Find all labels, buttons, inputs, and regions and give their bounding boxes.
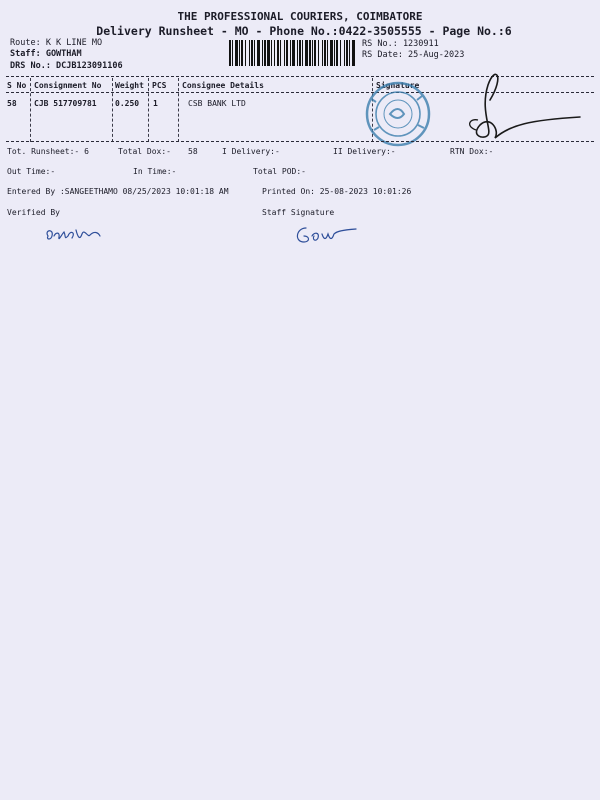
- total-runsheet: Tot. Runsheet:- 6: [7, 147, 89, 156]
- barcode-bar: [267, 40, 270, 66]
- col-divider: [148, 78, 149, 142]
- rs-number: RS No.: 1230911: [362, 39, 439, 49]
- barcode-bar: [277, 40, 279, 66]
- barcode-bar: [346, 40, 348, 66]
- barcode-bar: [239, 40, 240, 66]
- barcode-bar: [284, 40, 285, 66]
- barcode-bar: [299, 40, 301, 66]
- barcode-bar: [302, 40, 303, 66]
- col-header-pcs: PCS: [152, 81, 167, 90]
- route-label: Route: K K LINE MO: [10, 38, 103, 48]
- barcode-bar: [229, 40, 231, 66]
- col-header-sno: S No: [7, 81, 27, 90]
- barcode-bar: [241, 40, 243, 66]
- recipient-signature: [450, 70, 585, 145]
- staff-signature-label: Staff Signature: [262, 208, 335, 217]
- in-time: In Time:-: [133, 167, 177, 176]
- row-pcs: 1: [153, 99, 158, 108]
- barcode-bar: [322, 40, 323, 66]
- barcode-bar: [349, 40, 350, 66]
- total-dox-value: 58: [188, 147, 198, 156]
- barcode-bar: [318, 40, 319, 66]
- barcode-bar: [262, 40, 263, 66]
- col-header-signature: Signature: [376, 81, 420, 90]
- col-header-weight: Weight: [115, 81, 144, 90]
- barcode-bar: [314, 40, 316, 66]
- verified-by-label: Verified By: [7, 208, 60, 217]
- barcode-bar: [330, 40, 333, 66]
- verifier-signature: [42, 222, 107, 246]
- barcode-bar: [257, 40, 260, 66]
- barcode-bar: [245, 40, 246, 66]
- total-dox-label: Total Dox:-: [118, 147, 171, 156]
- barcode-bar: [274, 40, 275, 66]
- entered-by: Entered By :SANGEETHAMO 08/25/2023 10:01:18 AM: [7, 187, 229, 196]
- total-pod: Total POD:-: [253, 167, 306, 176]
- staff-label: Staff: GOWTHAM: [10, 49, 82, 59]
- barcode-bar: [305, 40, 308, 66]
- col-header-consignee: Consignee Details: [182, 81, 264, 90]
- barcode-bar: [340, 40, 341, 66]
- runsheet-title: Delivery Runsheet - MO - Phone No.:0422-3505555 - Page No.:6: [96, 24, 512, 38]
- row-consignment: CJB 517709781: [34, 99, 97, 108]
- barcode-bar: [297, 40, 298, 66]
- row-sno: 58: [7, 99, 17, 108]
- col-divider: [178, 78, 179, 142]
- barcode-bar: [286, 40, 288, 66]
- first-delivery: I Delivery:-: [222, 147, 280, 156]
- barcode-bar: [249, 40, 250, 66]
- barcode-bar: [336, 40, 338, 66]
- barcode-image: [229, 40, 355, 66]
- barcode-bar: [254, 40, 255, 66]
- barcode-bar: [280, 40, 281, 66]
- barcode-bar: [334, 40, 335, 66]
- barcode-bar: [292, 40, 295, 66]
- company-title: THE PROFESSIONAL COURIERS, COIMBATORE: [177, 10, 423, 23]
- row-weight: 0.250: [115, 99, 140, 108]
- barcode-bar: [352, 40, 355, 66]
- rs-date: RS Date: 25-Aug-2023: [362, 50, 465, 60]
- col-divider: [30, 78, 31, 142]
- barcode-bar: [312, 40, 313, 66]
- col-header-consignment: Consignment No: [34, 81, 102, 90]
- table-bottom-rule: [6, 141, 594, 142]
- printed-on: Printed On: 25-08-2023 10:01:26: [262, 187, 412, 196]
- out-time: Out Time:-: [7, 167, 56, 176]
- barcode-bar: [264, 40, 266, 66]
- barcode-bar: [327, 40, 328, 66]
- company-seal-stamp: [360, 78, 440, 148]
- second-delivery: II Delivery:-: [333, 147, 396, 156]
- barcode-bar: [344, 40, 345, 66]
- barcode-bar: [271, 40, 272, 66]
- staff-initials-signature: [292, 222, 362, 246]
- barcode-bar: [309, 40, 311, 66]
- barcode-bar: [324, 40, 326, 66]
- barcode-bar: [232, 40, 233, 66]
- row-consignee: CSB BANK LTD: [188, 99, 246, 108]
- rtn-dox: RTN Dox:-: [450, 147, 494, 156]
- barcode-bar: [290, 40, 291, 66]
- barcode-bar: [251, 40, 253, 66]
- col-divider: [112, 78, 113, 142]
- barcode-bar: [235, 40, 238, 66]
- drs-number: DRS No.: DCJB123091106: [10, 61, 123, 71]
